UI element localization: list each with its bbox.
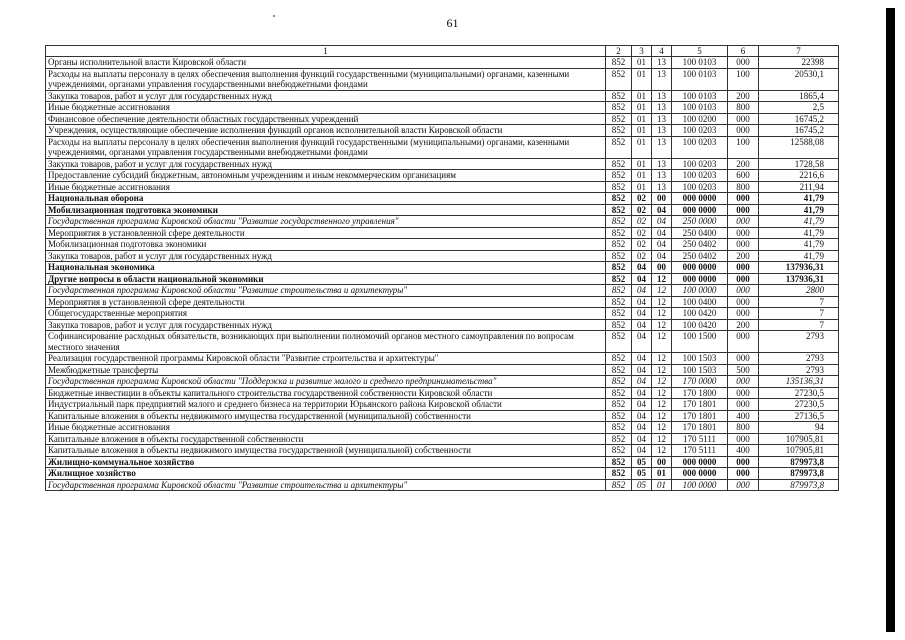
row-vr: 000	[728, 387, 759, 399]
row-rz: 04	[632, 273, 652, 285]
table-row	[46, 250, 839, 262]
row-gr: 852	[606, 308, 632, 320]
row-vr: 400	[728, 410, 759, 422]
row-pr: 12	[652, 410, 672, 422]
row-gr: 852	[606, 239, 632, 251]
budget-table	[45, 45, 839, 491]
row-rz: 01	[632, 125, 652, 137]
row-cs: 100 1500	[672, 331, 728, 353]
row-sum: 12588,08	[759, 136, 839, 158]
row-cs: 100 0103	[672, 57, 728, 69]
row-sum: 22398	[759, 57, 839, 69]
row-rz: 04	[632, 262, 652, 274]
row-pr: 12	[652, 433, 672, 445]
row-pr: 12	[652, 296, 672, 308]
table-row	[46, 170, 839, 182]
row-cs: 100 0420	[672, 319, 728, 331]
row-gr: 852	[606, 262, 632, 274]
row-sum: 94	[759, 422, 839, 434]
row-sum: 2800	[759, 285, 839, 297]
row-rz: 01	[632, 181, 652, 193]
row-gr: 852	[606, 204, 632, 216]
row-vr: 000	[728, 204, 759, 216]
row-rz: 01	[632, 102, 652, 114]
row-sum: 16745,2	[759, 113, 839, 125]
row-name: Учреждения, осуществляющие обеспечение исполнения функций органов исполнительной власти Кировской области	[46, 125, 606, 137]
row-sum: 2793	[759, 353, 839, 365]
row-cs: 170 1801	[672, 422, 728, 434]
row-vr: 000	[728, 273, 759, 285]
row-name: Общегосударственные мероприятия	[46, 308, 606, 320]
row-pr: 13	[652, 90, 672, 102]
row-vr: 000	[728, 353, 759, 365]
scan-speck	[273, 15, 275, 17]
row-rz: 01	[632, 170, 652, 182]
row-rz: 01	[632, 113, 652, 125]
row-vr: 000	[728, 285, 759, 297]
row-rz: 04	[632, 376, 652, 388]
row-vr: 600	[728, 170, 759, 182]
row-rz: 01	[632, 57, 652, 69]
row-sum: 27230,5	[759, 387, 839, 399]
row-name: Мобилизационная подготовка экономики	[46, 239, 606, 251]
row-name: Государственная программа Кировской области "Поддержка и развитие малого и среднего предпринимательства"	[46, 376, 606, 388]
header-col-gr: 2	[606, 46, 632, 57]
row-sum: 2216,6	[759, 170, 839, 182]
row-pr: 12	[652, 399, 672, 411]
header-col-cs: 5	[672, 46, 728, 57]
table-row	[46, 125, 839, 137]
row-vr: 200	[728, 158, 759, 170]
row-vr: 000	[728, 125, 759, 137]
row-sum: 107905,81	[759, 445, 839, 457]
row-gr: 852	[606, 433, 632, 445]
row-rz: 02	[632, 204, 652, 216]
row-cs: 000 0000	[672, 273, 728, 285]
row-vr: 100	[728, 136, 759, 158]
row-pr: 04	[652, 216, 672, 228]
row-vr: 000	[728, 227, 759, 239]
row-cs: 100 1503	[672, 353, 728, 365]
row-cs: 170 1801	[672, 399, 728, 411]
row-vr: 000	[728, 113, 759, 125]
table-row	[46, 193, 839, 205]
row-rz: 04	[632, 364, 652, 376]
row-rz: 01	[632, 136, 652, 158]
row-sum: 7	[759, 308, 839, 320]
table-row	[46, 136, 839, 158]
row-gr: 852	[606, 285, 632, 297]
row-gr: 852	[606, 331, 632, 353]
row-gr: 852	[606, 387, 632, 399]
row-cs: 100 0203	[672, 181, 728, 193]
row-name: Иные бюджетные ассигнования	[46, 422, 606, 434]
row-cs: 000 0000	[672, 193, 728, 205]
row-gr: 852	[606, 364, 632, 376]
row-rz: 04	[632, 353, 652, 365]
row-name: Иные бюджетные ассигнования	[46, 102, 606, 114]
row-sum: 137936,31	[759, 273, 839, 285]
table-row	[46, 113, 839, 125]
row-vr: 000	[728, 331, 759, 353]
header-col-name: 1	[46, 46, 606, 57]
table-body	[46, 57, 839, 491]
row-vr: 000	[728, 433, 759, 445]
row-pr: 13	[652, 57, 672, 69]
row-name: Другие вопросы в области национальной экономики	[46, 273, 606, 285]
row-gr: 852	[606, 170, 632, 182]
row-name: Предоставление субсидий бюджетным, автономным учреждениям и иным некоммерческим организациям	[46, 170, 606, 182]
row-rz: 05	[632, 456, 652, 468]
row-cs: 100 0103	[672, 90, 728, 102]
row-cs: 000 0000	[672, 456, 728, 468]
row-cs: 000 0000	[672, 204, 728, 216]
row-cs: 100 0203	[672, 158, 728, 170]
row-sum: 7	[759, 319, 839, 331]
row-rz: 02	[632, 216, 652, 228]
row-sum: 211,94	[759, 181, 839, 193]
table-row	[46, 433, 839, 445]
row-rz: 04	[632, 331, 652, 353]
row-pr: 00	[652, 262, 672, 274]
table-row	[46, 262, 839, 274]
row-name: Органы исполнительной власти Кировской области	[46, 57, 606, 69]
row-name: Жилищное хозяйство	[46, 468, 606, 480]
row-name: Мероприятия в установленной сфере деятельности	[46, 227, 606, 239]
row-rz: 04	[632, 433, 652, 445]
row-gr: 852	[606, 136, 632, 158]
row-pr: 12	[652, 364, 672, 376]
scan-edge-bar	[886, 8, 895, 632]
row-cs: 100 0000	[672, 479, 728, 491]
table-row	[46, 181, 839, 193]
row-pr: 12	[652, 308, 672, 320]
row-vr: 000	[728, 456, 759, 468]
row-rz: 02	[632, 250, 652, 262]
row-vr: 000	[728, 239, 759, 251]
row-name: Национальная оборона	[46, 193, 606, 205]
page-number: 61	[446, 16, 459, 30]
row-vr: 000	[728, 376, 759, 388]
table-row	[46, 68, 839, 90]
row-name: Закупка товаров, работ и услуг для государственных нужд	[46, 319, 606, 331]
row-pr: 12	[652, 285, 672, 297]
row-name: Расходы на выплаты персоналу в целях обеспечения выполнения функций государственными (муниципальными) органами, казенными учреждениями, органами управления государственными внебюджетными фондами	[46, 68, 606, 90]
row-vr: 000	[728, 262, 759, 274]
row-name: Реализация государственной программы Кировской области "Развитие строительства и архитектуры"	[46, 353, 606, 365]
row-gr: 852	[606, 422, 632, 434]
row-cs: 250 0400	[672, 227, 728, 239]
row-vr: 000	[728, 399, 759, 411]
row-cs: 170 1800	[672, 387, 728, 399]
row-gr: 852	[606, 57, 632, 69]
header-col-vr: 6	[728, 46, 759, 57]
row-sum: 41,79	[759, 193, 839, 205]
row-rz: 04	[632, 296, 652, 308]
row-gr: 852	[606, 250, 632, 262]
row-rz: 04	[632, 445, 652, 457]
row-pr: 04	[652, 227, 672, 239]
row-pr: 12	[652, 319, 672, 331]
row-vr: 000	[728, 193, 759, 205]
table-row	[46, 90, 839, 102]
row-name: Софинансирование расходных обязательств, возникающих при выполнении полномочий органов местного самоуправления по вопросам местного значения	[46, 331, 606, 353]
row-vr: 100	[728, 68, 759, 90]
row-vr: 000	[728, 216, 759, 228]
row-name: Жилищно-коммунальное хозяйство	[46, 456, 606, 468]
row-sum: 41,79	[759, 216, 839, 228]
table-row	[46, 308, 839, 320]
table-row	[46, 285, 839, 297]
row-sum: 41,79	[759, 227, 839, 239]
table-row	[46, 158, 839, 170]
row-pr: 00	[652, 193, 672, 205]
row-name: Закупка товаров, работ и услуг для государственных нужд	[46, 250, 606, 262]
row-cs: 250 0000	[672, 216, 728, 228]
row-sum: 135136,31	[759, 376, 839, 388]
row-pr: 12	[652, 422, 672, 434]
row-cs: 170 5111	[672, 433, 728, 445]
row-vr: 800	[728, 181, 759, 193]
row-vr: 000	[728, 57, 759, 69]
row-gr: 852	[606, 125, 632, 137]
table-row	[46, 216, 839, 228]
row-sum: 1728,58	[759, 158, 839, 170]
row-pr: 13	[652, 170, 672, 182]
row-pr: 04	[652, 204, 672, 216]
row-cs: 170 0000	[672, 376, 728, 388]
table-row	[46, 376, 839, 388]
row-sum: 1865,4	[759, 90, 839, 102]
row-sum: 41,79	[759, 250, 839, 262]
row-name: Закупка товаров, работ и услуг для государственных нужд	[46, 90, 606, 102]
table-row	[46, 364, 839, 376]
row-pr: 01	[652, 479, 672, 491]
header-col-pr: 4	[652, 46, 672, 57]
row-cs: 100 0200	[672, 113, 728, 125]
row-rz: 01	[632, 158, 652, 170]
row-rz: 04	[632, 319, 652, 331]
table-row	[46, 102, 839, 114]
row-gr: 852	[606, 273, 632, 285]
row-gr: 852	[606, 445, 632, 457]
row-name: Мобилизационная подготовка экономики	[46, 204, 606, 216]
table-row	[46, 422, 839, 434]
row-vr: 000	[728, 296, 759, 308]
row-sum: 16745,2	[759, 125, 839, 137]
row-sum: 7	[759, 296, 839, 308]
row-sum: 27230,5	[759, 399, 839, 411]
row-name: Капитальные вложения в объекты недвижимого имущества государственной (муниципальной) собственности	[46, 445, 606, 457]
table-row	[46, 479, 839, 491]
row-name: Национальная экономика	[46, 262, 606, 274]
row-name: Мероприятия в установленной сфере деятельности	[46, 296, 606, 308]
row-sum: 41,79	[759, 204, 839, 216]
row-gr: 852	[606, 376, 632, 388]
row-name: Государственная программа Кировской области "Развитие строительства и архитектуры"	[46, 479, 606, 491]
row-sum: 879973,8	[759, 468, 839, 480]
row-cs: 100 0203	[672, 136, 728, 158]
row-gr: 852	[606, 456, 632, 468]
table-row	[46, 468, 839, 480]
row-pr: 01	[652, 468, 672, 480]
row-gr: 852	[606, 113, 632, 125]
table-row	[46, 445, 839, 457]
row-pr: 13	[652, 181, 672, 193]
row-gr: 852	[606, 181, 632, 193]
row-gr: 852	[606, 479, 632, 491]
row-name: Финансовое обеспечение деятельности областных государственных учреждений	[46, 113, 606, 125]
row-rz: 04	[632, 399, 652, 411]
row-rz: 04	[632, 410, 652, 422]
row-pr: 12	[652, 445, 672, 457]
row-gr: 852	[606, 90, 632, 102]
header-col-rz: 3	[632, 46, 652, 57]
row-rz: 04	[632, 285, 652, 297]
row-gr: 852	[606, 158, 632, 170]
row-sum: 137936,31	[759, 262, 839, 274]
row-pr: 12	[652, 387, 672, 399]
table-row	[46, 296, 839, 308]
row-rz: 02	[632, 239, 652, 251]
row-gr: 852	[606, 227, 632, 239]
row-name: Государственная программа Кировской области "Развитие государственного управления"	[46, 216, 606, 228]
row-rz: 01	[632, 90, 652, 102]
row-pr: 12	[652, 331, 672, 353]
row-name: Государственная программа Кировской области "Развитие строительства и архитектуры"	[46, 285, 606, 297]
row-cs: 100 0203	[672, 170, 728, 182]
row-cs: 100 1503	[672, 364, 728, 376]
row-name: Иные бюджетные ассигнования	[46, 181, 606, 193]
row-rz: 01	[632, 68, 652, 90]
table-row	[46, 204, 839, 216]
table-row	[46, 410, 839, 422]
row-vr: 400	[728, 445, 759, 457]
row-pr: 00	[652, 456, 672, 468]
row-gr: 852	[606, 102, 632, 114]
row-rz: 02	[632, 227, 652, 239]
row-rz: 04	[632, 422, 652, 434]
table-row	[46, 331, 839, 353]
table-row	[46, 353, 839, 365]
row-gr: 852	[606, 410, 632, 422]
header-row	[46, 46, 839, 57]
row-pr: 04	[652, 250, 672, 262]
row-name: Капитальные вложения в объекты государственной собственности	[46, 433, 606, 445]
row-vr: 000	[728, 479, 759, 491]
row-pr: 13	[652, 158, 672, 170]
row-sum: 107905,81	[759, 433, 839, 445]
row-vr: 800	[728, 422, 759, 434]
row-vr: 000	[728, 468, 759, 480]
row-gr: 852	[606, 216, 632, 228]
row-gr: 852	[606, 399, 632, 411]
row-cs: 170 1801	[672, 410, 728, 422]
table-row	[46, 227, 839, 239]
row-cs: 000 0000	[672, 262, 728, 274]
table-row	[46, 387, 839, 399]
row-pr: 13	[652, 102, 672, 114]
row-gr: 852	[606, 353, 632, 365]
header-col-sum: 7	[759, 46, 839, 57]
table-row	[46, 399, 839, 411]
row-pr: 13	[652, 113, 672, 125]
row-sum: 41,79	[759, 239, 839, 251]
row-cs: 100 0103	[672, 102, 728, 114]
row-sum: 2793	[759, 331, 839, 353]
row-sum: 879973,8	[759, 456, 839, 468]
row-gr: 852	[606, 193, 632, 205]
row-pr: 04	[652, 239, 672, 251]
row-name: Капитальные вложения в объекты недвижимого имущества государственной (муниципальной) собственности	[46, 410, 606, 422]
row-sum: 20530,1	[759, 68, 839, 90]
row-pr: 12	[652, 273, 672, 285]
row-name: Межбюджетные трансферты	[46, 364, 606, 376]
row-sum: 2793	[759, 364, 839, 376]
row-vr: 800	[728, 102, 759, 114]
row-sum: 879973,8	[759, 479, 839, 491]
row-cs: 250 0402	[672, 239, 728, 251]
row-name: Бюджетные инвестиции в объекты капитального строительства государственной собственности Кировской области	[46, 387, 606, 399]
row-vr: 200	[728, 319, 759, 331]
row-sum: 27136,5	[759, 410, 839, 422]
row-pr: 12	[652, 353, 672, 365]
row-name: Закупка товаров, работ и услуг для государственных нужд	[46, 158, 606, 170]
row-gr: 852	[606, 468, 632, 480]
row-cs: 100 0400	[672, 296, 728, 308]
row-cs: 100 0103	[672, 68, 728, 90]
row-rz: 04	[632, 308, 652, 320]
row-gr: 852	[606, 296, 632, 308]
row-vr: 200	[728, 90, 759, 102]
row-rz: 04	[632, 387, 652, 399]
table-row	[46, 456, 839, 468]
row-cs: 100 0420	[672, 308, 728, 320]
row-name: Индустриальный парк предприятий малого и среднего бизнеса на территории Юрьянского района Кировской области	[46, 399, 606, 411]
row-pr: 13	[652, 136, 672, 158]
table-row	[46, 57, 839, 69]
row-rz: 05	[632, 479, 652, 491]
row-rz: 05	[632, 468, 652, 480]
row-vr: 200	[728, 250, 759, 262]
table-row	[46, 239, 839, 251]
row-cs: 100 0000	[672, 285, 728, 297]
row-gr: 852	[606, 319, 632, 331]
row-cs: 100 0203	[672, 125, 728, 137]
row-vr: 500	[728, 364, 759, 376]
row-vr: 000	[728, 308, 759, 320]
row-gr: 852	[606, 68, 632, 90]
table-row	[46, 273, 839, 285]
row-cs: 250 0402	[672, 250, 728, 262]
row-rz: 02	[632, 193, 652, 205]
row-pr: 12	[652, 376, 672, 388]
row-pr: 13	[652, 125, 672, 137]
table-row	[46, 319, 839, 331]
row-cs: 000 0000	[672, 468, 728, 480]
row-pr: 13	[652, 68, 672, 90]
row-name: Расходы на выплаты персоналу в целях обеспечения выполнения функций государственными (муниципальными) органами, казенными учреждениями, органами управления государственными внебюджетными фондами	[46, 136, 606, 158]
row-cs: 170 5111	[672, 445, 728, 457]
row-sum: 2,5	[759, 102, 839, 114]
